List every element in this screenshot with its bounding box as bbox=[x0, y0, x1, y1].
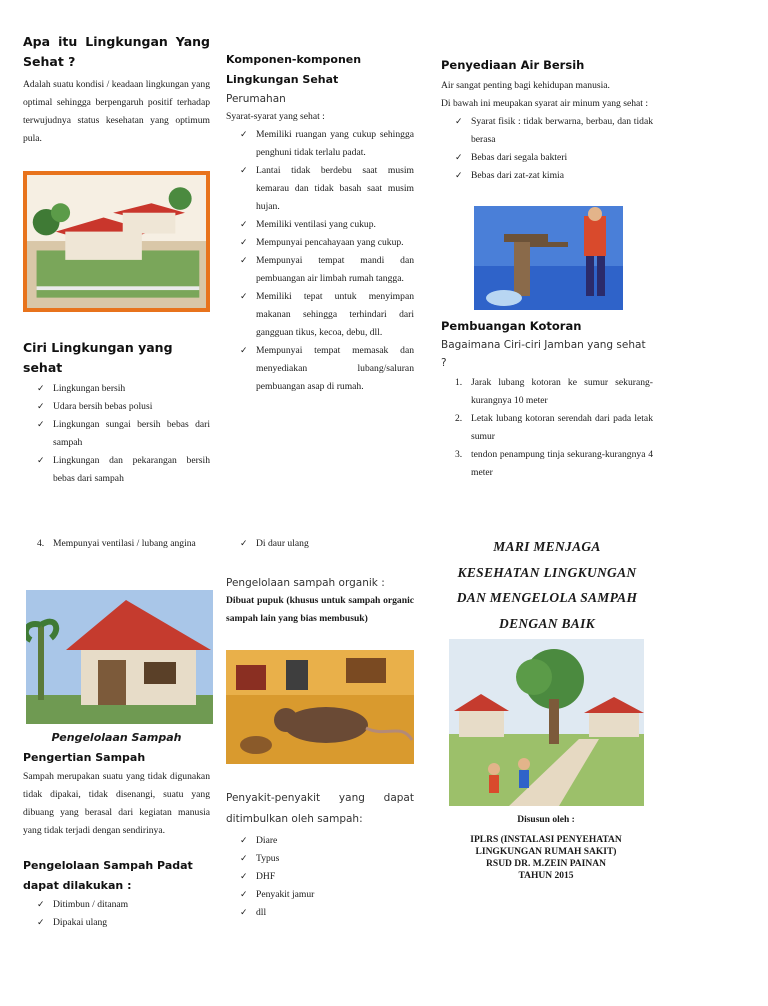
col5-top bbox=[226, 535, 414, 628]
check-icon: ✓ bbox=[240, 539, 248, 549]
check-icon: ✓ bbox=[240, 130, 248, 140]
list-item: ✓ Diare bbox=[226, 832, 414, 850]
col6-cta bbox=[436, 534, 658, 636]
list-item: 3. tendon penampung tinja sekurang-kurangnya 4 meter bbox=[455, 449, 653, 478]
syarat-label: Syarat-syarat yang sehat : bbox=[226, 111, 325, 122]
air-intro-2: Di bawah ini meupakan syarat air minum yang sehat : bbox=[441, 98, 649, 109]
cta-line-1: MARI MENJAGA bbox=[493, 539, 601, 554]
org-line-3: RSUD DR. M.ZEIN PAINAN bbox=[486, 859, 606, 869]
check-icon: ✓ bbox=[240, 890, 248, 900]
organik-text: Dibuat pupuk (khusus untuk sampah organic sampah lain yang bias membusuk) bbox=[226, 595, 414, 624]
list-item: ✓ Memiliki ventilasi yang cukup. bbox=[226, 216, 414, 234]
org-line-2: LINGKUNGAN RUMAH SAKIT) bbox=[475, 847, 617, 857]
check-icon: ✓ bbox=[37, 420, 45, 430]
rat-garbage-image bbox=[226, 650, 414, 764]
check-icon: ✓ bbox=[240, 166, 248, 176]
padat-list bbox=[23, 896, 210, 932]
organik-heading: Pengelolaan sampah organik : bbox=[226, 577, 385, 589]
col6-credit bbox=[445, 814, 647, 882]
col1-heading-line1: Apa itu Lingkungan Yang bbox=[23, 34, 210, 49]
syarat-list bbox=[226, 126, 414, 396]
ciri-list bbox=[23, 380, 210, 488]
water-pump-image bbox=[474, 206, 623, 310]
perumahan-sub: Perumahan bbox=[226, 93, 286, 105]
list-item: 4. Mempunyai ventilasi / lubang angina bbox=[37, 538, 196, 549]
org-line-4: TAHUN 2015 bbox=[518, 871, 574, 881]
col4-top bbox=[23, 535, 210, 553]
kotoran-list bbox=[441, 374, 653, 482]
org-line-1: IPLRS (INSTALASI PENYEHATAN bbox=[470, 835, 622, 845]
padat-heading: Pengelolaan Sampah Padat dapat dilakukan : bbox=[23, 859, 193, 892]
hut-image bbox=[26, 590, 213, 724]
list-item: ✓ Mempunyai tempat mandi dan pembuangan air limbah rumah tangga. bbox=[226, 252, 414, 288]
daur-list bbox=[226, 535, 414, 553]
list-item: ✓ Syarat fisik : tidak berwarna, berbau, dan tidak berasa bbox=[441, 113, 653, 149]
col4-bottom bbox=[23, 731, 210, 932]
list-item: ✓ Di daur ulang bbox=[226, 535, 414, 553]
list-item: ✓ Mempunyai tempat memasak dan menyediakan lubang/saluran pembuangan asap di rumah. bbox=[226, 342, 414, 396]
pengelolaan-caption: Pengelolaan Sampah bbox=[51, 731, 182, 744]
list-item: ✓ Lingkungan sungai bersih bebas dari sampah bbox=[23, 416, 210, 452]
kotoran-sub: Bagaimana Ciri-ciri Jamban yang sehat ? bbox=[441, 339, 646, 369]
col2-panel bbox=[226, 50, 414, 396]
check-icon: ✓ bbox=[240, 292, 248, 302]
list-item: ✓ Penyakit jamur bbox=[226, 886, 414, 904]
list-item: ✓ Dipakai ulang bbox=[23, 914, 210, 932]
komponen-heading: Komponen-komponen Lingkungan Sehat bbox=[226, 53, 362, 86]
col1-ciri-section bbox=[23, 338, 210, 488]
check-icon: ✓ bbox=[37, 384, 45, 394]
check-icon: ✓ bbox=[37, 456, 45, 466]
list-item: 1. Jarak lubang kotoran ke sumur sekurang-kurangnya 10 meter bbox=[455, 377, 653, 406]
check-icon: ✓ bbox=[240, 220, 248, 230]
pengertian-heading: Pengertian Sampah bbox=[23, 751, 146, 764]
list-item: ✓ dll bbox=[226, 904, 414, 922]
list-item: ✓ Ditimbun / ditanam bbox=[23, 896, 210, 914]
penyakit-list bbox=[226, 832, 414, 922]
air-intro-1: Air sangat penting bagi kehidupan manusia. bbox=[441, 80, 610, 91]
col3-kotoran-section bbox=[441, 316, 653, 482]
check-icon: ✓ bbox=[455, 117, 463, 127]
list-item: ✓ Udara bersih bebas polusi bbox=[23, 398, 210, 416]
cta-line-4: DENGAN BAIK bbox=[499, 615, 595, 631]
check-icon: ✓ bbox=[240, 346, 248, 356]
check-icon: ✓ bbox=[240, 908, 248, 918]
check-icon: ✓ bbox=[240, 836, 248, 846]
check-icon: ✓ bbox=[240, 238, 248, 248]
ciri-heading: Ciri Lingkungan yang sehat bbox=[23, 340, 173, 375]
col3-air-section bbox=[441, 55, 653, 185]
list-item: 2. Letak lubang kotoran serendah dari pada letak sumur bbox=[455, 413, 653, 442]
village-image bbox=[449, 639, 644, 806]
col1-heading-line2: Sehat ? bbox=[23, 54, 76, 69]
list-item: ✓ Bebas dari segala bakteri bbox=[441, 149, 653, 167]
list-item: ✓ Memiliki ruangan yang cukup sehingga penghuni tidak terlalu padat. bbox=[226, 126, 414, 162]
check-icon: ✓ bbox=[37, 402, 45, 412]
air-list bbox=[441, 113, 653, 185]
check-icon: ✓ bbox=[37, 900, 45, 910]
kotoran-heading: Pembuangan Kotoran bbox=[441, 319, 582, 333]
list-item: ✓ Lingkungan dan pekarangan bersih bebas dari sampah bbox=[23, 452, 210, 488]
check-icon: ✓ bbox=[240, 256, 248, 266]
col1-intro: Adalah suatu kondisi / keadaan lingkungan yang optimal sehingga berpengaruh positif terhadap terwujudnya status kesehatan yang optimum pula. bbox=[23, 79, 210, 144]
air-heading: Penyediaan Air Bersih bbox=[441, 58, 585, 72]
col1-panel bbox=[23, 32, 210, 148]
check-icon: ✓ bbox=[240, 854, 248, 864]
healthy-house-image bbox=[23, 171, 210, 312]
list-item: ✓ Mempunyai pencahayaan yang cukup. bbox=[226, 234, 414, 252]
list-item: ✓ Typus bbox=[226, 850, 414, 868]
disusun-label: Disusun oleh : bbox=[517, 815, 575, 825]
cta-line-3: DAN MENGELOLA SAMPAH bbox=[456, 590, 638, 605]
ventilasi-list bbox=[23, 535, 210, 553]
list-item: ✓ DHF bbox=[226, 868, 414, 886]
penyakit-heading: Penyakit-penyakit yang dapat ditimbulkan oleh sampah: bbox=[226, 792, 414, 825]
col5-bottom bbox=[226, 788, 414, 922]
check-icon: ✓ bbox=[240, 872, 248, 882]
list-item: ✓ Memiliki tepat untuk menyimpan makanan sehingga terhindari dari gangguan tikus, kecoa, debu, dll. bbox=[226, 288, 414, 342]
list-item: ✓ Lingkungan bersih bbox=[23, 380, 210, 398]
list-item: ✓ Lantai tidak berdebu saat musim kemarau dan tidak basah saat musim hujan. bbox=[226, 162, 414, 216]
check-icon: ✓ bbox=[455, 153, 463, 163]
pengertian-text: Sampah merupakan suatu yang tidak digunakan tidak dipakai, tidak disenangi, suatu yang dibuang yang berasal dari kegiatan manusia yang tidak terjadi dengan sendirinya. bbox=[23, 771, 210, 836]
check-icon: ✓ bbox=[37, 918, 45, 928]
check-icon: ✓ bbox=[455, 171, 463, 181]
cta-line-2: KESEHATAN LINGKUNGAN bbox=[457, 564, 637, 580]
list-item: ✓ Bebas dari zat-zat kimia bbox=[441, 167, 653, 185]
